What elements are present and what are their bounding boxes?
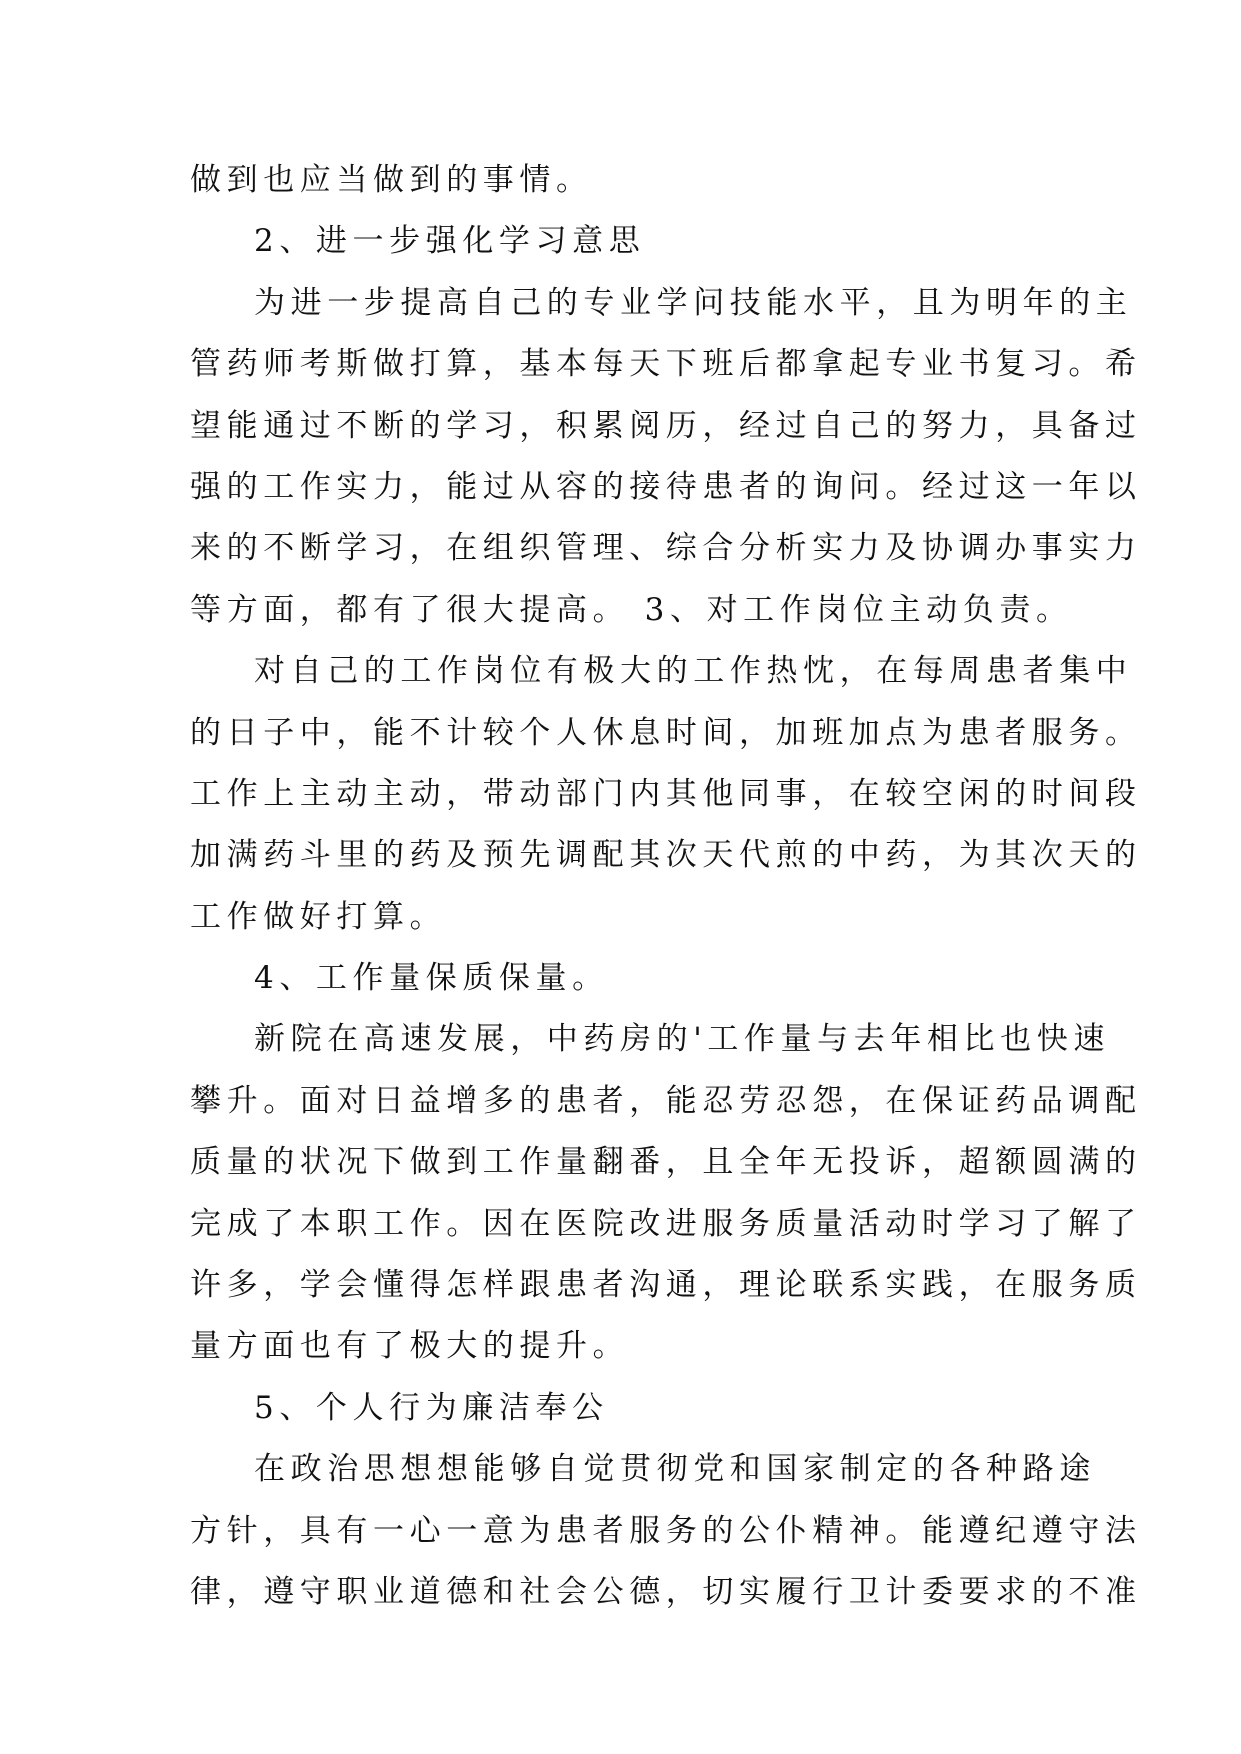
text-line: 加满药斗里的药及预先调配其次天代煎的中药，为其次天的 xyxy=(190,837,1142,874)
section-heading: 5、个人行为廉洁奉公 xyxy=(254,1389,609,1426)
text-line: 做到也应当做到的事情。 xyxy=(190,162,593,198)
text-line: 为进一步提高自己的专业学问技能水平，且为明年的主 xyxy=(254,284,1133,321)
text-line: 完成了本职工作。因在医院改进服务质量活动时学习了解了 xyxy=(190,1205,1142,1242)
text-line: 的日子中，能不计较个人休息时间，加班加点为患者服务。 xyxy=(190,714,1142,751)
text-line: 在政治思想想能够自觉贯彻党和国家制定的各种路途 xyxy=(254,1451,1096,1488)
text-line: 来的不断学习，在组织管理、综合分析实力及协调办事实力 xyxy=(190,530,1142,567)
text-line: 新院在高速发展，中药房的'工作量与去年相比也快速 xyxy=(254,1021,1110,1058)
text-line: 管药师考斯做打算，基本每天下班后都拿起专业书复习。希 xyxy=(190,346,1142,383)
text-line: 律，遵守职业道德和社会公德，切实履行卫计委要求的不准 xyxy=(190,1573,1142,1610)
text-line: 工作做好打算。 xyxy=(190,898,447,935)
text-line: 量方面也有了极大的提升。 xyxy=(190,1328,630,1365)
text-line: 望能通过不断的学习，积累阅历，经过自己的努力，具备过 xyxy=(190,407,1142,444)
text-line: 攀升。面对日益增多的患者，能忍劳忍怨，在保证药品调配 xyxy=(190,1082,1142,1119)
text-line: 方针，具有一心一意为患者服务的公仆精神。能遵纪遵守法 xyxy=(190,1512,1142,1549)
text-line: 工作上主动主动，带动部门内其他同事，在较空闲的时间段 xyxy=(190,775,1142,812)
section-heading: 4、工作量保质保量。 xyxy=(254,960,609,997)
text-line: 质量的状况下做到工作量翻番，且全年无投诉，超额圆满的 xyxy=(190,1144,1142,1181)
section-heading: 2、进一步强化学习意思 xyxy=(254,223,646,260)
text-line: 强的工作实力，能过从容的接待患者的询问。经过这一年以 xyxy=(190,468,1142,505)
text-line: 等方面，都有了很大提高。 3、对工作岗位主动负责。 xyxy=(190,591,1073,628)
text-line: 许多，学会懂得怎样跟患者沟通，理论联系实践，在服务质 xyxy=(190,1267,1142,1304)
text-line: 对自己的工作岗位有极大的工作热忱，在每周患者集中 xyxy=(254,653,1133,690)
body-text xyxy=(190,150,1142,1623)
